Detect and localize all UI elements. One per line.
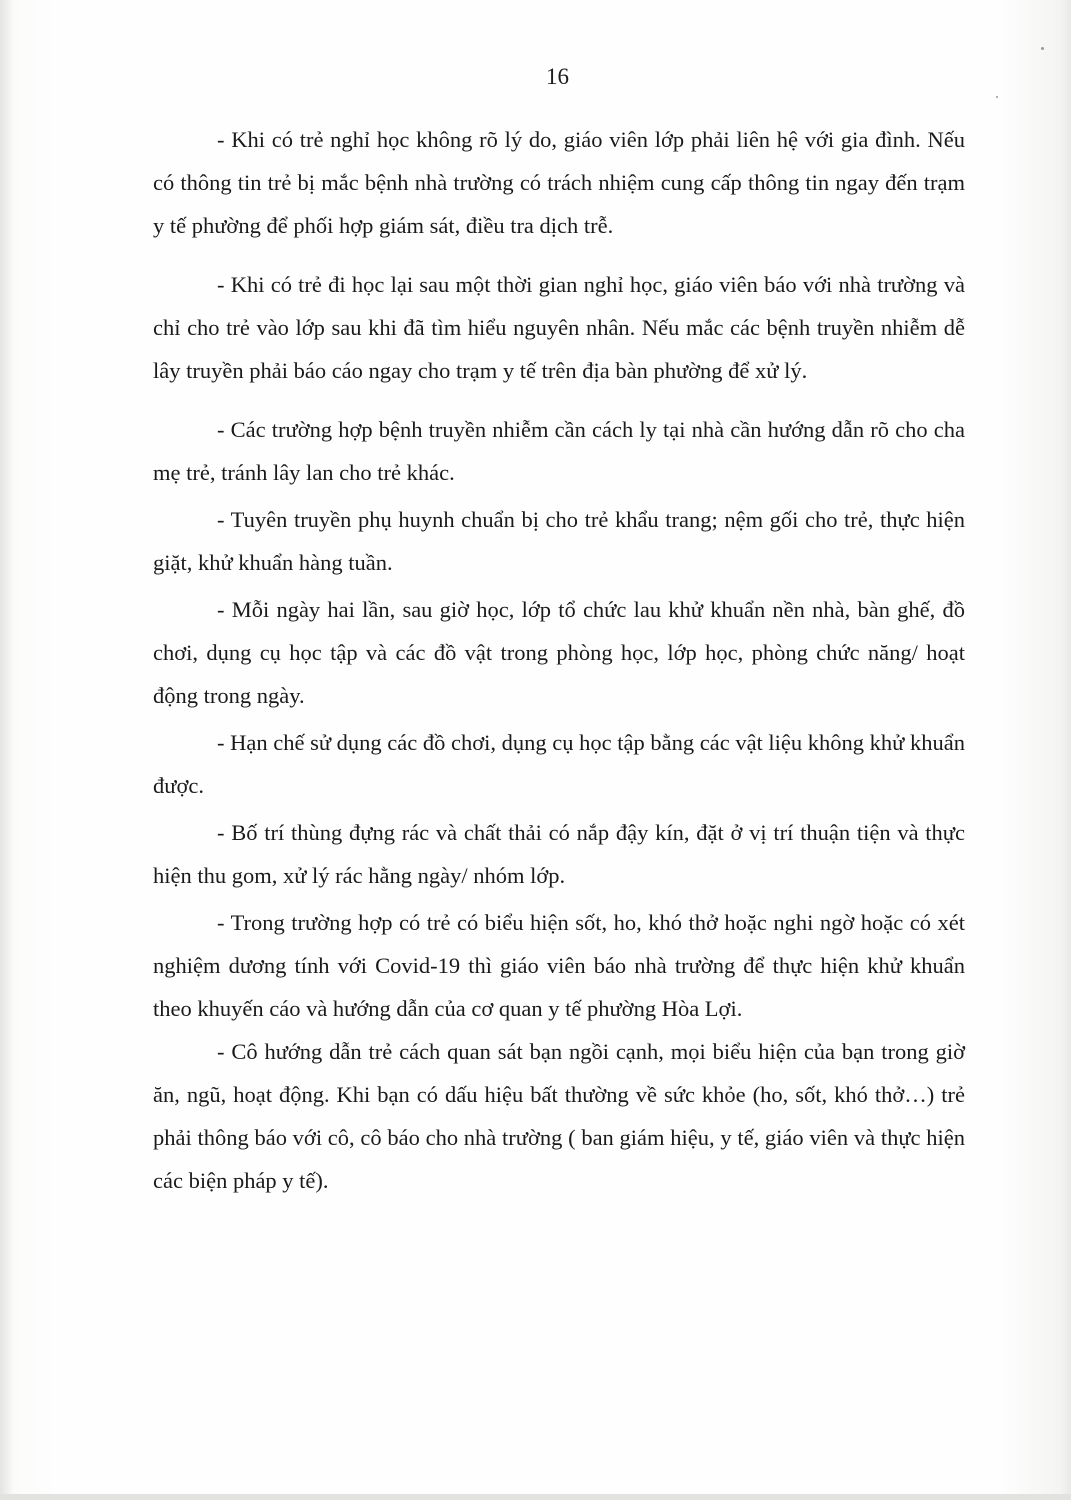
paragraph: - Các trường hợp bệnh truyền nhiễm cần cách ly tại nhà cần hướng dẫn rõ cho cha mẹ trẻ, tránh lây lan cho trẻ khác.: [153, 417, 965, 485]
paragraph: - Bố trí thùng đựng rác và chất thải có nắp đậy kín, đặt ở vị trí thuận tiện và thực hiện thu gom, xử lý rác hằng ngày/ nhóm lớp.: [153, 820, 965, 888]
paragraph: - Trong trường hợp có trẻ có biểu hiện sốt, ho, khó thở hoặc nghi ngờ hoặc có xét nghiệm dương tính với Covid-19 thì giáo viên báo nhà trường để thực hiện khử khuẩn theo khuyến cáo và hướng dẫn của cơ quan y tế phường Hòa Lợi.: [153, 910, 965, 1021]
paragraph: - Mỗi ngày hai lần, sau giờ học, lớp tổ chức lau khử khuẩn nền nhà, bàn ghế, đồ chơi, dụng cụ học tập và các đồ vật trong phòng học, lớp học, phòng chức năng/ hoạt động trong ngày.: [153, 597, 965, 708]
paragraph: - Khi có trẻ đi học lại sau một thời gian nghỉ học, giáo viên báo với nhà trường và chỉ cho trẻ vào lớp sau khi đã tìm hiểu nguyên nhân. Nếu mắc các bệnh truyền nhiễm dễ lây truyền phải báo cáo ngay cho trạm y tế trên địa bàn phường để xử lý.: [153, 272, 965, 383]
scan-speck: [996, 96, 998, 98]
paragraph: - Tuyên truyền phụ huynh chuẩn bị cho trẻ khẩu trang; nệm gối cho trẻ, thực hiện giặt, khử khuẩn hàng tuần.: [153, 507, 965, 575]
page-number: 16: [546, 64, 569, 89]
scan-edge: [0, 1494, 1071, 1500]
paragraph: - Hạn chế sử dụng các đồ chơi, dụng cụ học tập bằng các vật liệu không khử khuẩn được.: [153, 730, 965, 798]
paragraph: - Cô hướng dẫn trẻ cách quan sát bạn ngồi cạnh, mọi biểu hiện của bạn trong giờ ăn, ngũ, hoạt động. Khi bạn có dấu hiệu bất thường về sức khỏe (ho, sốt, khó thở…) trẻ phải thông báo với cô, cô báo cho nhà trường ( ban giám hiệu, y tế, giáo viên và thực hiện các biện pháp y tế).: [153, 1039, 965, 1193]
paragraph: - Khi có trẻ nghỉ học không rõ lý do, giáo viên lớp phải liên hệ với gia đình. Nếu có thông tin trẻ bị mắc bệnh nhà trường có trách nhiệm cung cấp thông tin ngay đến trạm y tế phường để phối hợp giám sát, điều tra dịch trễ.: [153, 127, 965, 238]
scan-speck: [1041, 47, 1044, 50]
page-body: [153, 118, 965, 1202]
